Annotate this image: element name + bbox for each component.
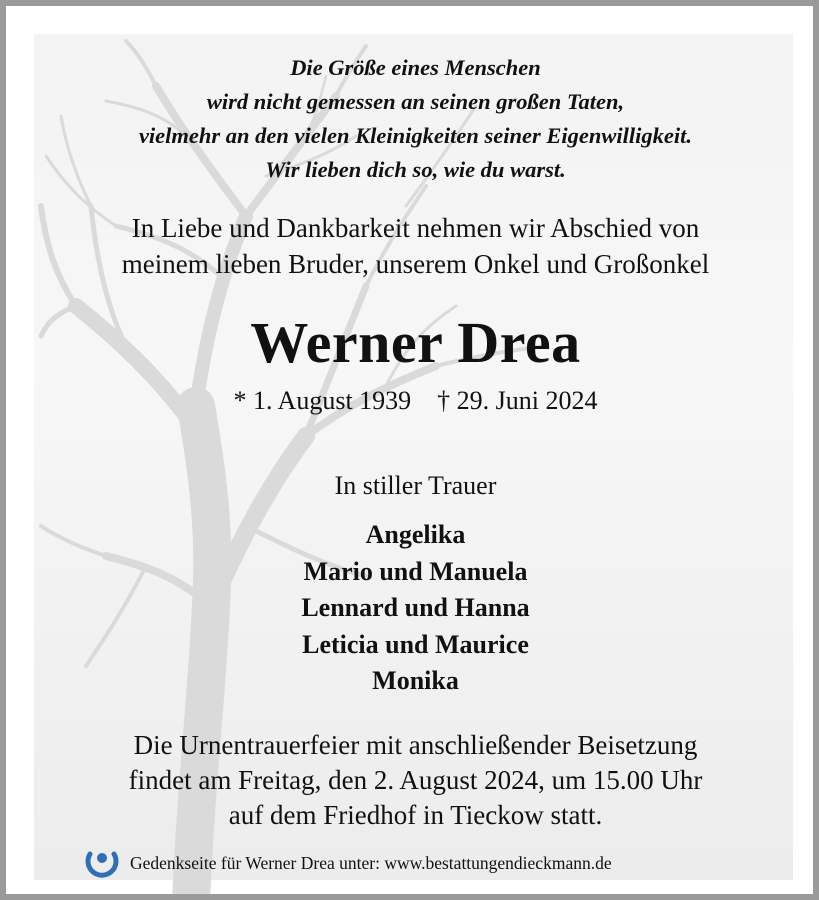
intro-line: meinem lieben Bruder, unserem Onkel und Großonkel [121, 249, 710, 279]
farewell-intro [6, 210, 819, 282]
quote-line: wird nicht gemessen an seinen großen Taten, [206, 89, 625, 114]
memorial-page-text: Gedenkseite für Werner Drea unter: www.bestattungendieckmann.de [130, 853, 612, 873]
deceased-name: Werner Drea [250, 310, 581, 375]
ceremony-line: auf dem Friedhof in Tieckow statt. [228, 800, 603, 830]
mourner-name: Leticia und Maurice [302, 629, 529, 659]
intro-line: In Liebe und Dankbarkeit nehmen wir Abschied von [131, 213, 700, 243]
mourner-name: Monika [372, 666, 459, 695]
mourner-name: Angelika [365, 520, 466, 549]
memorial-page-footer [84, 846, 612, 880]
ceremony-line: Die Urnentrauerfeier mit anschließender Beisetzung [133, 730, 698, 760]
mourner-name: Lennard und Hanna [301, 593, 530, 622]
ceremony-details [6, 728, 819, 833]
memorial-quote [6, 51, 819, 187]
life-dates [6, 384, 819, 418]
ceremony-line: findet am Freitag, den 2. August 2024, um 15.00 Uhr [128, 765, 703, 795]
quote-line: vielmehr an den vielen Kleinigkeiten seiner Eigenwilligkeit. [138, 123, 693, 148]
mourners-list [6, 517, 819, 700]
mourning-label: In stiller Trauer [334, 471, 497, 500]
mourner-name: Mario und Manuela [303, 556, 528, 586]
memorial-logo-icon [84, 846, 120, 880]
birth-date: * 1. August 1939 [233, 386, 412, 415]
quote-line: Wir lieben dich so, wie du warst. [265, 157, 566, 182]
quote-line: Die Größe eines Menschen [290, 55, 541, 80]
obituary-content [6, 6, 819, 900]
death-date: † 29. Juni 2024 [437, 386, 598, 415]
